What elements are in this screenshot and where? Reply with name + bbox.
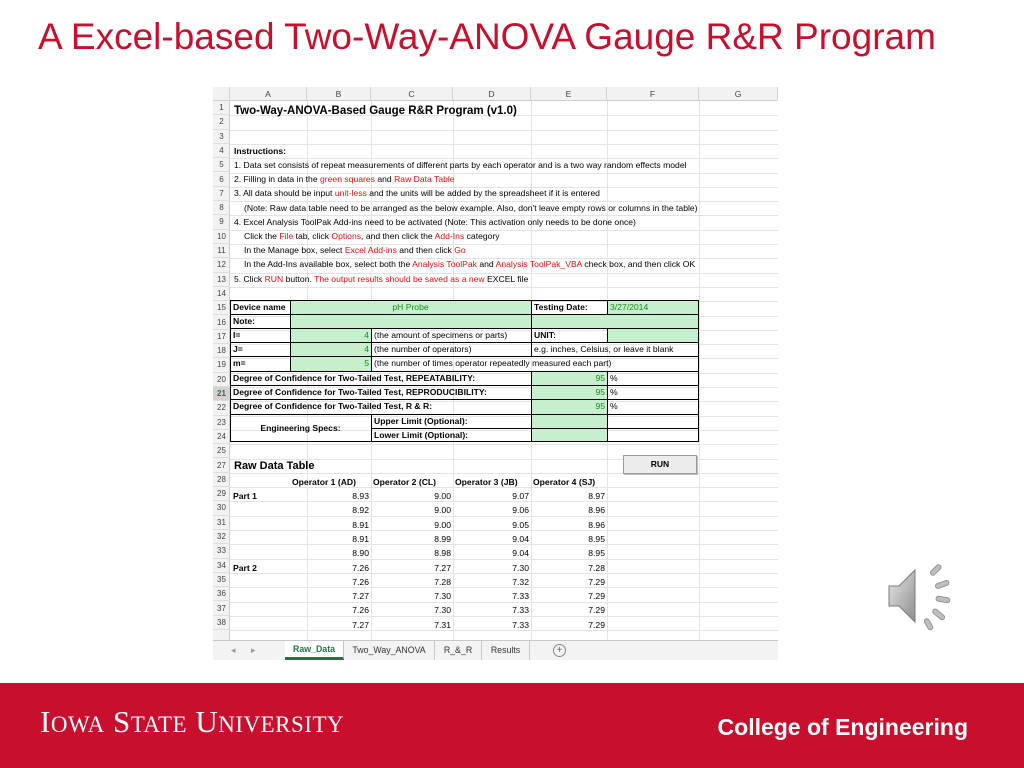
row-header[interactable]: 22 bbox=[213, 401, 230, 415]
tab-two-way-anova[interactable]: Two_Way_ANOVA bbox=[344, 641, 435, 660]
speaker-icon[interactable] bbox=[883, 560, 957, 632]
table-cell[interactable]: 7.27 bbox=[352, 591, 369, 602]
run-button[interactable]: RUN bbox=[623, 455, 697, 474]
table-header-op2: Operator 2 (CL) bbox=[373, 477, 437, 487]
table-cell[interactable]: 9.00 bbox=[434, 505, 451, 516]
row-header[interactable]: 20 bbox=[213, 373, 230, 387]
row-header[interactable]: 4 bbox=[213, 144, 230, 158]
table-cell[interactable]: 9.05 bbox=[512, 519, 529, 530]
table-cell[interactable]: 8.97 bbox=[588, 491, 605, 501]
table-cell[interactable]: 7.26 bbox=[352, 576, 369, 587]
table-header-op1: Operator 1 (AD) bbox=[292, 477, 356, 487]
grid-line bbox=[230, 444, 778, 445]
grid-line bbox=[230, 144, 778, 145]
row-header[interactable]: 19 bbox=[213, 358, 230, 372]
j-label: J= bbox=[233, 344, 243, 354]
conf-rr-label: Degree of Confidence for Two-Tailed Test, R & R: bbox=[233, 401, 433, 411]
part-label: Part 2 bbox=[233, 562, 257, 573]
table-cell[interactable]: 9.06 bbox=[512, 505, 529, 516]
upper-limit-label: Upper Limit (Optional): bbox=[374, 416, 468, 426]
raw-data-title: Raw Data Table bbox=[234, 460, 315, 472]
part-label: Part 1 bbox=[233, 491, 257, 501]
row-header[interactable]: 32 bbox=[213, 530, 230, 544]
tab-scroll-left-icon[interactable]: ◂ bbox=[231, 645, 236, 655]
row-header[interactable]: 5 bbox=[213, 158, 230, 172]
device-name-label: Device name bbox=[233, 302, 286, 312]
row-header[interactable]: 11 bbox=[213, 244, 230, 258]
table-cell[interactable]: 7.29 bbox=[588, 591, 605, 602]
note-label: Note: bbox=[233, 316, 255, 326]
table-cell[interactable]: 8.95 bbox=[588, 533, 605, 544]
table-cell[interactable]: 9.04 bbox=[512, 533, 529, 544]
row-header[interactable]: 25 bbox=[213, 444, 230, 458]
tab-raw-data[interactable]: Raw_Data bbox=[285, 641, 344, 660]
col-header-e[interactable]: E bbox=[531, 87, 607, 101]
instruction-4: 4. Excel Analysis ToolPak Add-ins need to be activated (Note: This activation only needs to be done once) bbox=[234, 217, 636, 227]
row-header[interactable]: 31 bbox=[213, 516, 230, 530]
row-header[interactable]: 24 bbox=[213, 430, 230, 444]
part-label bbox=[231, 589, 235, 603]
row-header[interactable]: 3 bbox=[213, 130, 230, 144]
part-label bbox=[231, 518, 235, 532]
table-cell[interactable]: 8.90 bbox=[352, 548, 369, 559]
row-header[interactable]: 21 bbox=[213, 387, 230, 401]
college-name: College of Engineering bbox=[717, 714, 968, 740]
part-label bbox=[231, 603, 235, 617]
j-value[interactable]: 4 bbox=[364, 344, 369, 354]
table-cell[interactable]: 7.30 bbox=[434, 591, 451, 602]
row-header[interactable]: 33 bbox=[213, 544, 230, 558]
row-header[interactable]: 9 bbox=[213, 215, 230, 229]
row-header[interactable]: 10 bbox=[213, 230, 230, 244]
sheet-title: Two-Way-ANOVA-Based Gauge R&R Program (v1.0) bbox=[234, 105, 517, 117]
row-header[interactable]: 13 bbox=[213, 273, 230, 287]
table-cell[interactable]: 7.26 bbox=[352, 605, 369, 616]
col-header-f[interactable]: F bbox=[607, 87, 699, 101]
row-header[interactable]: 7 bbox=[213, 187, 230, 201]
device-name-value[interactable]: pH Probe bbox=[392, 302, 429, 312]
testing-date-label: Testing Date: bbox=[534, 302, 588, 312]
table-cell[interactable]: 9.07 bbox=[512, 491, 529, 501]
row-header[interactable]: 37 bbox=[213, 602, 230, 616]
row-header[interactable]: 15 bbox=[213, 301, 230, 315]
conf-reproducibility-value[interactable]: 95 bbox=[595, 387, 605, 397]
row-header[interactable]: 30 bbox=[213, 501, 230, 515]
instruction-4b: In the Manage box, select Excel Add-ins and then click Go bbox=[244, 245, 466, 255]
row-header[interactable]: 35 bbox=[213, 573, 230, 587]
conf-rr-value[interactable]: 95 bbox=[595, 401, 605, 411]
row-header[interactable]: 29 bbox=[213, 487, 230, 501]
row-header[interactable]: 28 bbox=[213, 473, 230, 487]
table-header-op3: Operator 3 (JB) bbox=[455, 477, 518, 487]
table-cell[interactable]: 7.33 bbox=[512, 591, 529, 602]
add-sheet-icon[interactable]: + bbox=[553, 644, 566, 657]
spreadsheet[interactable] bbox=[213, 87, 778, 660]
sheet-tabs-bar bbox=[213, 640, 778, 660]
table-cell[interactable]: 7.27 bbox=[352, 619, 369, 630]
instruction-3: 3. All data should be input unit-less and the units will be added by the spreadsheet if it is entered bbox=[234, 188, 600, 198]
table-cell[interactable]: 7.33 bbox=[512, 619, 529, 630]
table-cell[interactable]: 7.28 bbox=[434, 576, 451, 587]
part-label bbox=[231, 503, 235, 517]
i-description: (the amount of specimens or parts) bbox=[374, 330, 508, 340]
row-header[interactable]: 23 bbox=[213, 416, 230, 430]
lower-limit-label: Lower Limit (Optional): bbox=[374, 430, 469, 440]
i-label: I= bbox=[233, 330, 241, 340]
table-cell[interactable]: 7.29 bbox=[588, 576, 605, 587]
tab-scroll-right-icon[interactable]: ▸ bbox=[251, 645, 256, 655]
percent-sign: % bbox=[610, 373, 618, 383]
slide-title: A Excel-based Two-Way-ANOVA Gauge R&R Program bbox=[38, 16, 936, 57]
m-value[interactable]: 5 bbox=[364, 358, 369, 368]
table-cell[interactable]: 7.29 bbox=[588, 605, 605, 616]
part-label bbox=[231, 618, 235, 632]
row-header[interactable]: 14 bbox=[213, 287, 230, 301]
row-header[interactable]: 38 bbox=[213, 616, 230, 630]
i-value[interactable]: 4 bbox=[364, 330, 369, 340]
table-cell[interactable]: 7.27 bbox=[434, 562, 451, 573]
table-cell[interactable]: 8.99 bbox=[434, 533, 451, 544]
percent-sign: % bbox=[610, 387, 618, 397]
col-header-b[interactable]: B bbox=[307, 87, 371, 101]
m-label: m= bbox=[233, 358, 246, 368]
table-cell[interactable]: 7.26 bbox=[352, 562, 369, 573]
table-cell[interactable]: 7.31 bbox=[434, 619, 451, 630]
col-header-g[interactable]: G bbox=[699, 87, 778, 101]
table-cell[interactable]: 9.00 bbox=[434, 519, 451, 530]
m-description: (the number of times operator repeatedly measured each part) bbox=[374, 358, 612, 368]
table-cell[interactable]: 8.93 bbox=[352, 491, 369, 501]
grid-line bbox=[699, 101, 700, 641]
row-header[interactable]: 1 bbox=[213, 101, 230, 115]
row-header[interactable]: 27 bbox=[213, 459, 230, 473]
row-header[interactable]: 16 bbox=[213, 316, 230, 330]
conf-repeatability-value[interactable]: 95 bbox=[595, 373, 605, 383]
column-header-row bbox=[213, 87, 778, 101]
table-cell[interactable]: 8.96 bbox=[588, 519, 605, 530]
part-label bbox=[231, 532, 235, 546]
instruction-1: 1. Data set consists of repeat measurements of different parts by each operator and is a two way random effects model bbox=[234, 160, 687, 170]
instruction-5: 5. Click RUN button. The output results should be saved as a new EXCEL file bbox=[234, 274, 529, 284]
row-header[interactable]: 12 bbox=[213, 258, 230, 272]
row-header[interactable]: 6 bbox=[213, 173, 230, 187]
part-label bbox=[231, 546, 235, 560]
engineering-specs-label: Engineering Specs: bbox=[260, 423, 341, 433]
university-wordmark: IOWA STATE UNIVERSITY bbox=[40, 704, 345, 739]
table-cell[interactable]: 7.29 bbox=[588, 619, 605, 630]
j-description: (the number of operators) bbox=[374, 344, 472, 354]
table-cell[interactable]: 9.00 bbox=[434, 491, 451, 501]
conf-repeatability-label: Degree of Confidence for Two-Tailed Test, REPEATABILITY: bbox=[233, 373, 476, 383]
row-header-column bbox=[213, 101, 230, 641]
grid-line bbox=[230, 287, 778, 288]
table-cell[interactable]: 8.96 bbox=[588, 505, 605, 516]
table-cell[interactable]: 7.30 bbox=[512, 562, 529, 573]
unit-hint: e.g. inches, Celsius, or leave it blank bbox=[534, 344, 674, 354]
part-label bbox=[231, 575, 235, 589]
col-header-a[interactable]: A bbox=[230, 87, 307, 101]
tab-r-and-r[interactable]: R_&_R bbox=[435, 641, 482, 660]
select-all-corner[interactable] bbox=[213, 87, 230, 101]
table-header-op4: Operator 4 (SJ) bbox=[533, 477, 596, 487]
testing-date-value[interactable]: 3/27/2014 bbox=[610, 302, 649, 312]
footer-bar bbox=[0, 683, 1024, 768]
conf-reproducibility-label: Degree of Confidence for Two-Tailed Test, REPRODUCIBILITY: bbox=[233, 387, 487, 397]
percent-sign: % bbox=[610, 401, 618, 411]
unit-label: UNIT: bbox=[534, 330, 556, 340]
table-cell[interactable]: 8.95 bbox=[588, 548, 605, 559]
col-header-d[interactable]: D bbox=[453, 87, 531, 101]
instruction-4c: In the Add-Ins available box, select both the Analysis ToolPak and Analysis ToolPak_VBA check box, and then click OK bbox=[244, 259, 696, 269]
col-header-c[interactable]: C bbox=[371, 87, 453, 101]
table-cell[interactable]: 8.91 bbox=[352, 533, 369, 544]
row-header[interactable]: 18 bbox=[213, 344, 230, 358]
row-header[interactable]: 17 bbox=[213, 330, 230, 344]
row-header[interactable]: 2 bbox=[213, 115, 230, 129]
instruction-3-note: (Note: Raw data table need to be arranged as the below example. Also, don't leave empty rows or columns in the table) bbox=[244, 203, 698, 213]
table-cell[interactable]: 7.30 bbox=[434, 605, 451, 616]
table-cell[interactable]: 8.91 bbox=[352, 519, 369, 530]
instructions-header: Instructions: bbox=[234, 146, 287, 156]
row-header[interactable]: 36 bbox=[213, 587, 230, 601]
table-cell[interactable]: 7.28 bbox=[588, 562, 605, 573]
table-cell[interactable]: 8.98 bbox=[434, 548, 451, 559]
grid-line bbox=[230, 130, 778, 131]
table-cell[interactable]: 8.92 bbox=[352, 505, 369, 516]
instruction-4a: Click the File tab, click Options, and then click the Add-Ins category bbox=[244, 231, 500, 241]
row-header[interactable]: 8 bbox=[213, 201, 230, 215]
table-cell[interactable]: 9.04 bbox=[512, 548, 529, 559]
table-cell[interactable]: 7.32 bbox=[512, 576, 529, 587]
row-header[interactable]: 34 bbox=[213, 559, 230, 573]
instruction-2: 2. Filling in data in the green squares and Raw Data Table bbox=[234, 174, 455, 184]
tab-results[interactable]: Results bbox=[482, 641, 530, 660]
table-cell[interactable]: 7.33 bbox=[512, 605, 529, 616]
